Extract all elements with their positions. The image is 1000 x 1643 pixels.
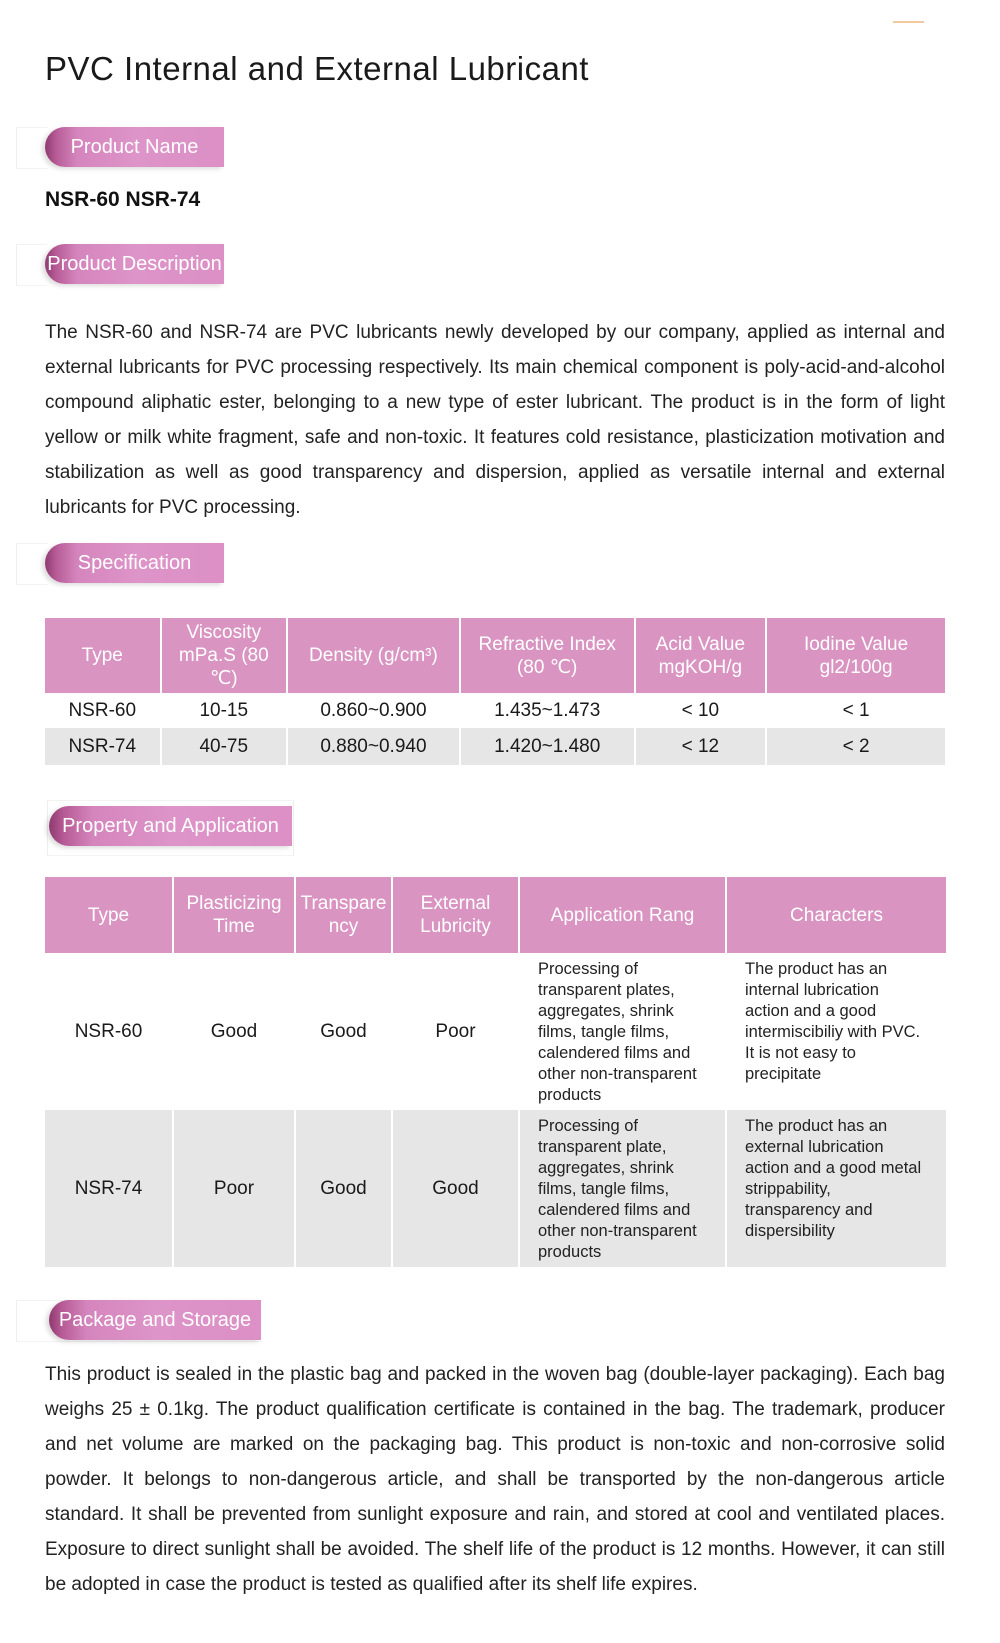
table-cell: [520, 953, 725, 1110]
column-header: Transpare ncy: [296, 877, 391, 953]
table-cell: < 1: [842, 699, 870, 721]
section-heading-package-storage: Package and Storage: [49, 1300, 261, 1340]
table-header-row: [45, 618, 945, 693]
badge-frame: [16, 127, 47, 169]
table-cell: Good: [393, 1110, 518, 1267]
column-header: Type: [45, 618, 160, 693]
column-header: Refractive Index (80 ℃): [461, 618, 634, 693]
table-row: [45, 953, 946, 1110]
table-row: [45, 693, 945, 728]
table-cell: Poor: [174, 1110, 294, 1267]
column-header: Iodine Value gl2/100g: [767, 618, 945, 693]
application-range-text: Processing of transparent plate, aggregates, shrink films, tangle films, calendered films and other non-transparent products: [538, 1117, 697, 1261]
table-cell: NSR-74: [45, 728, 160, 765]
table-cell: < 12: [636, 728, 766, 765]
table-cell: NSR-74: [45, 1110, 172, 1267]
table-cell: < 2: [767, 728, 945, 765]
package-storage-text: This product is sealed in the plastic bag and packed in the woven bag (double-layer packaging). Each bag weighs 25 ± 0.1kg. The product qualification certificate is contained in the bag. The trademark, producer and net volume are marked on the packaging bag. This product is non-toxic and non-corrosive solid powder. It belongs to non-dangerous article, and shall be transported by the non-dangerous article standard. It shall be prevented from sunlight exposure and rain, and stored at cool and ventilated places. Exposure to direct sunlight shall be avoided. The shelf life of the product is 12 months. However, it can still be adopted in case the product is tested as qualified after its shelf life expires.: [45, 1364, 945, 1595]
badge-frame: [16, 244, 47, 286]
table-cell: 40-75: [162, 728, 287, 765]
section-heading-property-application: Property and Application: [49, 806, 292, 846]
table-cell: < 10: [681, 699, 720, 721]
table-cell: 0.860~0.900: [320, 699, 427, 721]
product-description-text: The NSR-60 and NSR-74 are PVC lubricants newly developed by our company, applied as internal and external lubricants for PVC processing respectively. Its main chemical component is poly-acid-and-alcohol compound aliphatic ester, belonging to a new type of ester lubricant. The product is in the form of light yellow or milk white fragment, safe and non-toxic. It features cold resistance, plasticization motivation and stabilization as well as good transparency and dispersion, applied as versatile internal and external lubricants for PVC processing.: [45, 322, 945, 518]
badge-frame: [16, 543, 47, 585]
table-cell: Good: [320, 1020, 367, 1042]
property-application-table: [43, 877, 948, 1267]
table-header-row: [45, 877, 946, 953]
table-cell: 1.435~1.473: [494, 699, 601, 721]
product-name-value: NSR-60 NSR-74: [45, 188, 201, 211]
table-cell: 1.420~1.480: [461, 728, 634, 765]
page-title: PVC Internal and External Lubricant: [45, 50, 589, 87]
table-cell: NSR-60: [74, 1020, 143, 1042]
application-range-text: Processing of transparent plates, aggregates, shrink films, tangle films, calendered films and other non-transparent products: [538, 960, 697, 1104]
table-cell: Good: [210, 1020, 258, 1042]
characters-text: The product has an external lubrication action and a good metal strippability, transparency and dispersibility: [745, 1117, 922, 1240]
table-cell: Poor: [435, 1020, 476, 1042]
column-header: External Lubricity: [393, 877, 518, 953]
specification-table: [43, 618, 947, 765]
column-header: Application Rang: [520, 877, 725, 953]
section-heading-product-name: Product Name: [45, 127, 224, 167]
table-cell: NSR-60: [68, 699, 137, 721]
column-header: Plasticizing Time: [174, 877, 294, 953]
table-cell: 10-15: [199, 699, 249, 721]
top-accent-line: [893, 21, 924, 23]
table-cell: [727, 1110, 946, 1267]
characters-text: The product has an internal lubrication action and a good intermiscibiliy with PVC. It is not easy to precipitate: [745, 960, 921, 1083]
table-cell: Good: [296, 1110, 391, 1267]
column-header: Acid Value mgKOH/g: [636, 618, 766, 693]
table-row: [45, 1110, 946, 1267]
section-heading-product-description: Product Description: [45, 244, 224, 284]
table-cell: 0.880~0.940: [288, 728, 459, 765]
column-header: Characters: [727, 877, 946, 953]
column-header: Density (g/cm³): [288, 618, 459, 693]
section-heading-specification: Specification: [45, 543, 224, 583]
table-cell: [727, 953, 946, 1110]
table-cell: [520, 1110, 725, 1267]
column-header: Viscosity mPa.S (80 ℃): [162, 618, 287, 693]
column-header: Type: [45, 877, 172, 953]
table-row: [45, 728, 945, 765]
